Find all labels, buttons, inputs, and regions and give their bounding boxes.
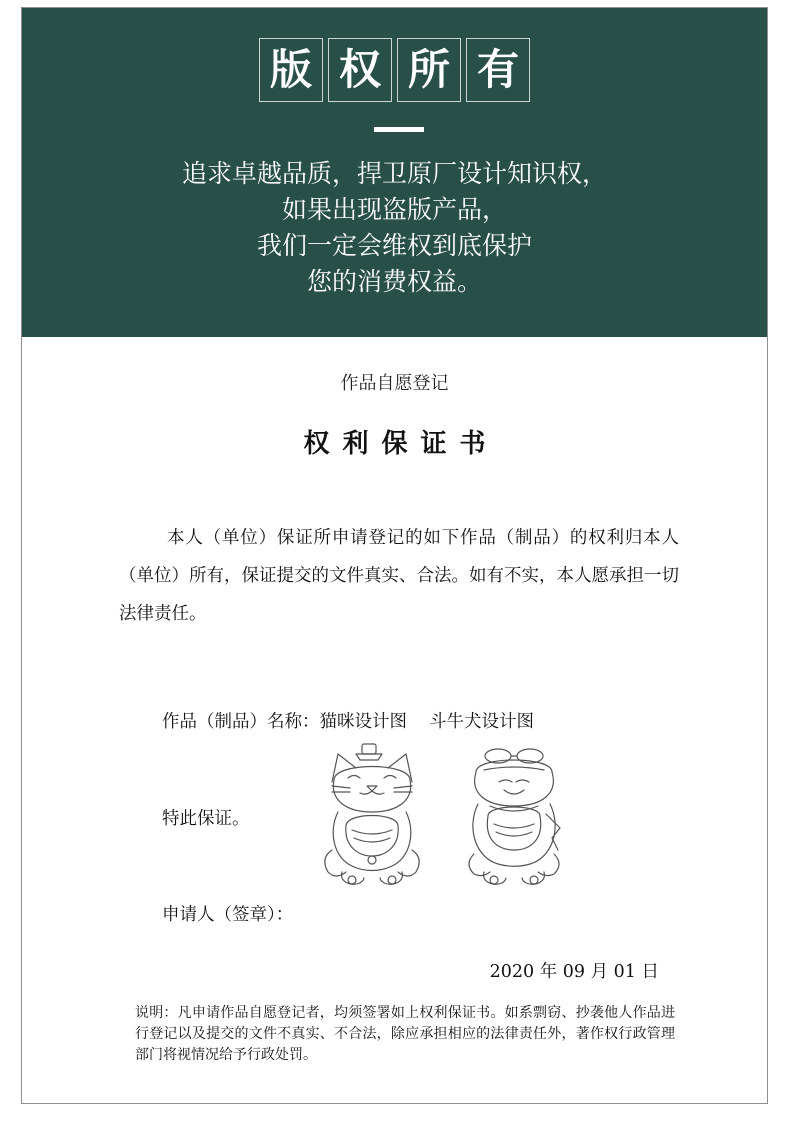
work-name-label: 作品（制品）名称： bbox=[162, 712, 320, 732]
certificate-subtitle: 作品自愿登记 bbox=[340, 373, 449, 394]
certificate-body: 本人（单位）保证所申请登记的如下作品（制品）的权利归本人（单位）所有，保证提交的文件真实、合法。如有不实，本人愿承担一切法律责任。 bbox=[119, 528, 679, 624]
applicant-signature-label: 申请人（签章）： bbox=[162, 905, 294, 925]
slogan-line: 追求卓越品质，捍卫原厂设计知识权， bbox=[181, 159, 607, 188]
title-char: 所 bbox=[397, 38, 461, 102]
work-name-cat: 猫咪设计图 bbox=[319, 712, 407, 732]
explanatory-note: 说明：凡申请作品自愿登记者，均须签署如上权利保证书。如系剽窃、抄袭他人作品进行登记以及提交的文件不真实、不合法，除应承担相应的法律责任外，著作权行政管理部门将视情况给予行政处罚。 bbox=[135, 1005, 675, 1063]
banner-title bbox=[22, 38, 767, 102]
guarantee-text: 特此保证。 bbox=[162, 809, 250, 829]
title-char: 有 bbox=[466, 38, 530, 102]
work-name-bulldog: 斗牛犬设计图 bbox=[429, 712, 534, 732]
slogan-line: 我们一定会维权到底保护 bbox=[256, 231, 532, 260]
work-name-line bbox=[162, 708, 534, 733]
cat-sketch-image bbox=[312, 742, 432, 892]
slogan-line: 如果出现盗版产品， bbox=[281, 195, 507, 224]
slogan-line: 您的消费权益。 bbox=[306, 267, 482, 296]
bulldog-sketch-image bbox=[454, 742, 574, 892]
title-char: 版 bbox=[259, 38, 323, 102]
banner-slogan bbox=[22, 156, 767, 300]
title-char: 权 bbox=[328, 38, 392, 102]
title-divider bbox=[374, 127, 424, 132]
certificate-title: 权利保证书 bbox=[303, 429, 499, 459]
certificate-date: 2020 年 09 月 01 日 bbox=[489, 962, 659, 982]
certificate-page bbox=[21, 7, 768, 1104]
copyright-banner bbox=[22, 8, 767, 337]
